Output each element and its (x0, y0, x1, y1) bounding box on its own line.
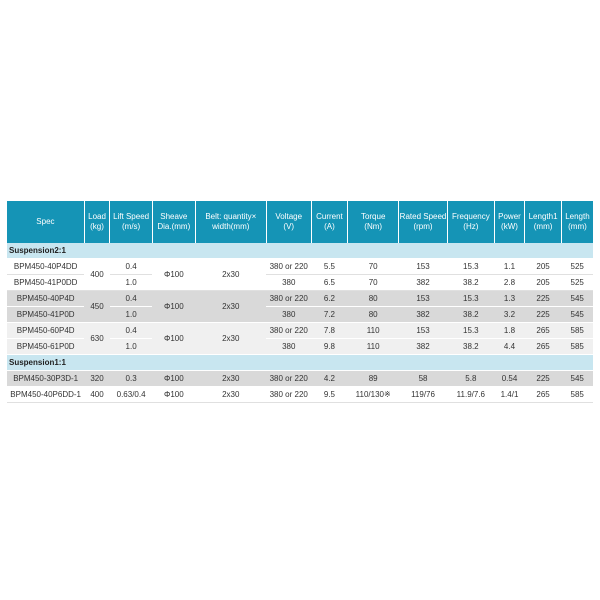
speed-cell: 0.3 (110, 371, 153, 387)
model-cell: BPM450-40P4D (7, 291, 84, 307)
col-header-length1 (525, 201, 562, 243)
header-line: Length (565, 212, 590, 221)
model-cell: BPM450-60P4D (7, 323, 84, 339)
power-cell: 1.4/1 (494, 387, 525, 403)
header-line: width(mm) (212, 222, 250, 231)
torque-cell: 70 (348, 259, 399, 275)
table-row (7, 259, 593, 275)
load-cell: 400 (84, 387, 109, 403)
header-line: Rated Speed (399, 212, 447, 221)
freq-cell: 38.2 (447, 275, 494, 291)
length-cell: 585 (561, 339, 593, 355)
current-cell: 6.2 (311, 291, 348, 307)
length1-cell: 265 (525, 339, 562, 355)
power-cell: 3.2 (494, 307, 525, 323)
length-cell: 585 (561, 323, 593, 339)
torque-cell: 89 (348, 371, 399, 387)
header-line: Dia.(mm) (157, 222, 191, 231)
power-cell: 0.54 (494, 371, 525, 387)
model-cell: BPM450-61P0D (7, 339, 84, 355)
voltage-cell: 380 or 220 (266, 323, 311, 339)
sheave-cell: Φ100 (152, 371, 195, 387)
header-line: (Hz) (463, 222, 479, 231)
sheave-cell: Φ100 (152, 259, 195, 291)
header-line: (kg) (90, 222, 104, 231)
belt-cell: 2x30 (195, 387, 266, 403)
voltage-cell: 380 (266, 339, 311, 355)
torque-cell: 110 (348, 339, 399, 355)
power-cell: 1.3 (494, 291, 525, 307)
voltage-cell: 380 (266, 275, 311, 291)
col-header-current (311, 201, 348, 243)
belt-cell: 2x30 (195, 259, 266, 291)
length-cell: 545 (561, 307, 593, 323)
freq-cell: 38.2 (447, 339, 494, 355)
power-cell: 4.4 (494, 339, 525, 355)
freq-cell: 11.9/7.6 (447, 387, 494, 403)
header-line: (Nm) (364, 222, 383, 231)
length1-cell: 205 (525, 259, 562, 275)
model-cell: BPM450-40P6DD-1 (7, 387, 84, 403)
table-row (7, 371, 593, 387)
col-header-sheave (152, 201, 195, 243)
freq-cell: 15.3 (447, 259, 494, 275)
model-cell: BPM450-40P4DD (7, 259, 84, 275)
load-cell: 400 (84, 259, 109, 291)
table-row (7, 387, 593, 403)
power-cell: 2.8 (494, 275, 525, 291)
length1-cell: 225 (525, 307, 562, 323)
speed-cell: 1.0 (110, 275, 153, 291)
header-line: Length1 (528, 212, 558, 221)
current-cell: 4.2 (311, 371, 348, 387)
model-cell: BPM450-30P3D-1 (7, 371, 84, 387)
torque-cell: 70 (348, 275, 399, 291)
load-cell: 630 (84, 323, 109, 355)
sheave-cell: Φ100 (152, 323, 195, 355)
length1-cell: 265 (525, 323, 562, 339)
header-line: (V) (283, 222, 295, 231)
header-line: Spec (36, 217, 55, 226)
section-row (7, 355, 593, 371)
belt-cell: 2x30 (195, 291, 266, 323)
freq-cell: 38.2 (447, 307, 494, 323)
length-cell: 525 (561, 275, 593, 291)
header-line: Voltage (275, 212, 303, 221)
col-header-torque (348, 201, 399, 243)
length1-cell: 225 (525, 371, 562, 387)
header-line: Sheave (160, 212, 188, 221)
col-header-voltage (266, 201, 311, 243)
torque-cell: 80 (348, 307, 399, 323)
rpm-cell: 153 (399, 323, 448, 339)
current-cell: 7.8 (311, 323, 348, 339)
current-cell: 5.5 (311, 259, 348, 275)
length-cell: 545 (561, 291, 593, 307)
load-cell: 450 (84, 291, 109, 323)
freq-cell: 5.8 (447, 371, 494, 387)
freq-cell: 15.3 (447, 323, 494, 339)
torque-cell: 110/130※ (348, 387, 399, 403)
speed-cell: 0.4 (110, 291, 153, 307)
length-cell: 525 (561, 259, 593, 275)
model-cell: BPM450-41P0D (7, 307, 84, 323)
length1-cell: 225 (525, 291, 562, 307)
length-cell: 545 (561, 371, 593, 387)
header-line: Frequency (451, 212, 490, 221)
sheave-cell: Φ100 (152, 387, 195, 403)
freq-cell: 15.3 (447, 291, 494, 307)
speed-cell: 1.0 (110, 339, 153, 355)
header-line: Load (88, 212, 106, 221)
current-cell: 9.5 (311, 387, 348, 403)
table-row (7, 323, 593, 339)
rpm-cell: 119/76 (399, 387, 448, 403)
header-line: Current (316, 212, 343, 221)
voltage-cell: 380 or 220 (266, 291, 311, 307)
voltage-cell: 380 or 220 (266, 371, 311, 387)
header-line: Torque (360, 212, 386, 221)
speed-cell: 0.4 (110, 259, 153, 275)
sheave-cell: Φ100 (152, 291, 195, 323)
length1-cell: 205 (525, 275, 562, 291)
header-row (7, 201, 593, 243)
rpm-cell: 153 (399, 291, 448, 307)
speed-cell: 0.4 (110, 323, 153, 339)
length1-cell: 265 (525, 387, 562, 403)
current-cell: 6.5 (311, 275, 348, 291)
header-line: (mm) (568, 222, 587, 231)
speed-cell: 1.0 (110, 307, 153, 323)
header-line: (m/s) (121, 222, 141, 231)
current-cell: 9.8 (311, 339, 348, 355)
header-line: (A) (324, 222, 335, 231)
belt-cell: 2x30 (195, 371, 266, 387)
col-header-belt (195, 201, 266, 243)
col-header-frequency (447, 201, 494, 243)
length-cell: 585 (561, 387, 593, 403)
rpm-cell: 153 (399, 259, 448, 275)
header-line: Power (498, 212, 521, 221)
table-row (7, 291, 593, 307)
col-header-spec (7, 201, 84, 243)
torque-cell: 80 (348, 291, 399, 307)
power-cell: 1.8 (494, 323, 525, 339)
rpm-cell: 382 (399, 275, 448, 291)
rpm-cell: 382 (399, 307, 448, 323)
section-title: Suspension1:1 (7, 355, 593, 371)
header-line: Lift Speed (113, 212, 150, 221)
section-title: Suspension2:1 (7, 243, 593, 259)
speed-cell: 0.63/0.4 (110, 387, 153, 403)
col-header-rated-speed (399, 201, 448, 243)
voltage-cell: 380 (266, 307, 311, 323)
torque-cell: 110 (348, 323, 399, 339)
col-header-power (494, 201, 525, 243)
voltage-cell: 380 or 220 (266, 259, 311, 275)
rpm-cell: 58 (399, 371, 448, 387)
rpm-cell: 382 (399, 339, 448, 355)
header-line: (kW) (501, 222, 518, 231)
header-line: Belt: quantity× (205, 212, 257, 221)
section-row (7, 243, 593, 259)
load-cell: 320 (84, 371, 109, 387)
header-line: (mm) (533, 222, 553, 231)
col-header-lift-speed (110, 201, 153, 243)
col-header-load (84, 201, 109, 243)
model-cell: BPM450-41P0DD (7, 275, 84, 291)
current-cell: 7.2 (311, 307, 348, 323)
header-line: (rpm) (413, 222, 433, 231)
col-header-length (561, 201, 593, 243)
power-cell: 1.1 (494, 259, 525, 275)
spec-table (7, 201, 593, 403)
belt-cell: 2x30 (195, 323, 266, 355)
voltage-cell: 380 or 220 (266, 387, 311, 403)
